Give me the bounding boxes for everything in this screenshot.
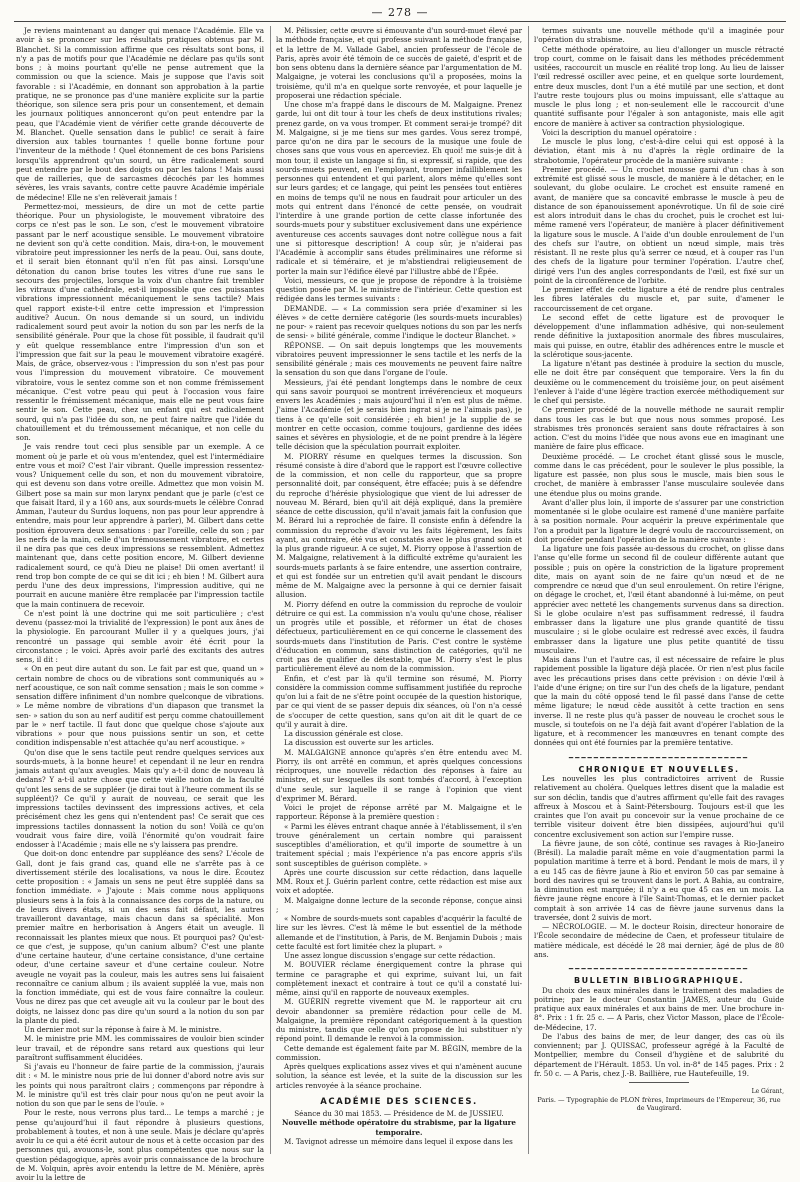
news-paragraph: Les nouvelles les plus contradictoires arrivent de Russie relativement au choléra. Quelques lettres disent que la maladie est sur son déclin, tandis que d'autres affirment qu'elle fait des ravages affreux à Moscou et à Saint-Pétersbourg. Toujours est-il que les craintes que l'on avait pu concevoir sur la venue prochaine de ce terrible visiteur doivent être bien dissipées, aujourd'hui qu'il concentre exclusivement son action sur l'empire russe. (534, 774, 784, 839)
paragraph: La ligature une fois passée au-dessous du crochet, on glisse dans l'anse qu'elle forme un second fil de couleur différente autant que possible ; puis on opère la constriction de la ligature proprement dite, mais on ayant soin de ne faire qu'un nœud et de ne comprendre ce nœud que d'un seul enroulement. On retire l'érigne, on dégage le crochet, et, l'œil étant abandonné à lui-même, on peut apprécier avec netteté les changements survenus dans sa direction. Si le globe oculaire n'est pas suffisamment redressé, il faudra embrasser dans la ligature une plus grande quantité de tissu musculaire ; si le globe oculaire est redressé avec excès, il faudra embrasser dans la ligature une plus petite quantité de tissu musculaire. (534, 544, 784, 655)
paragraph: Une assez longue discussion s'engage sur cette rédaction. (284, 951, 496, 960)
paragraph: « On en peut dire autant du son. Le fait par est que, quand un » certain nombre de chocs ou de vibrations sont communiqués au » nerf acoustique, ce son naît comme sensation ; mais le son comme » sensation diffère infiniment d'un nombre quelconque de vibrations. » Le même nombre de vibrations d'un diapason que transmet la sen- » sation du son au nerf auditif est perçu comme chatouillement par le » nerf tactile. Il faut donc que quelque chose s'ajoute aux vibrations » pour que nous puissions sentir un son, et cette condition indispensable n'est attachée qu'au nerf acoustique. » (16, 664, 264, 748)
paragraph: Si j'avais eu l'honneur de faire partie de la commission, j'aurais dit : « M. le ministre nous prie de lui donner d'abord notre avis sur les points qui nous paraîtront clairs ; commençons par répondre à M. le ministre qu'il est très clair pour nous qu'on ne peut avoir la notion du son que par le sens de l'ouïe. » (16, 1062, 264, 1108)
paragraph: Ce premier procédé de la nouvelle méthode ne saurait remplir dans tous les cas le but que nous nous sommes proposé. Les strabismes très prononcés seraient sans doute réfractaires à son action. C'est du moins l'idée que nous avons eue en imaginant une manière de faire plus efficace. (534, 405, 784, 452)
paragraph: Une chose m'a frappé dans le discours de M. Malgaigne. Prenez garde, lui ont dit tour à tour les chefs de deux institutions rivales; prenez garde, on va vous tromper. Et comment serai-je trompé? dit M. Malgaigne, si je me tiens sur mes gardes. Vous serez trompé, parce qu'on ne dira par le secours de la musique une foule de choses sans que vous vous en aperceviez. Eh quoi! me suis-je dit à mon tour, il existe un langage si fin, si expressif, si rapide, que des sourds-muets peuvent, en l'employant, tromper infailliblement les personnes qui entendent et qui parlent, alors même qu'elles sont sur leurs gardes; et ce langage, qui peint les pensées tout entières en moins de temps qu'il ne nous en faudrait pour articuler un des mots qui entrent dans l'énoncé de cette pensée, on voudrait l'interdire à une grande portion de cette classe infortunée des sourds-muets pour y substituer exclusivement dans une expérience aventureuse ces accents sauvages dont notre collègue nous a fait une si pittoresque description! A coup sûr, je n'aiderai pas l'Académie à accomplir sans études préliminaires une réforme si radicale et si téméraire, et je m'abstiendrai religieusement de porter la main sur l'édifice élevé par l'illustre abbé de l'Épée. (276, 100, 522, 276)
header-rule (14, 21, 786, 22)
paragraph: M. GUÉRIN regrette vivement que M. le rapporteur ait cru devoir abandonner sa première rédaction pour celle de M. Malgaigne, la première répondant catégoriquement à la question du ministre, tandis que celle qu'on propose de lui substituer n'y répond point. Il demande le renvoi à la commission. (276, 997, 522, 1044)
news-paragraph: — NÉCROLOGIE. — M. le docteur Roisin, directeur honoraire de l'École secondaire de médecine de Caen, et professeur titulaire de matière médicale, est décédé le 28 mai dernier, âgé de plus de 80 ans. (534, 922, 784, 959)
column-3 (534, 26, 784, 1154)
paragraph: La discussion est ouverte sur les articles. (284, 738, 434, 748)
paragraph: DEMANDE. — « La commission sera priée d'examiner si les élèves » de cette dernière catégorie (les sourds-muets incurables) ne pour- » raient pas recevoir quelques notions du son par les nerfs de sensi- » bilité générale, comme l'indique le docteur Blanchet. » (276, 303, 522, 341)
paragraph: Ce n'est point là une doctrine qui me soit particulière ; c'est devenu (passez-moi la trivialité de l'expression) le pont aux ânes de la physiologie. En parcourant Muller il y a quelques jours, j'ai rencontré un passage qui semble avoir été écrit pour la circonstance ; le voici. Après avoir parlé des excitants des autres sens, il dit : (16, 608, 264, 664)
paragraph: Premier procédé. — Un crochet mousse garni d'un chas à son extrémité est glissé sous le muscle, de manière à le détacher, en le soulevant, du globe oculaire. Le crochet est ensuite ramené en avant, de manière que sa concavité embrasse le muscle à peu de distance de son épanouissement aponévrotique. Un fil de soie ciré est alors introduit dans le chas du crochet, puis le crochet est lui-même ramené vers l'opérateur, de manière à placer définitivement la ligature sous le muscle. A l'aide d'un double enroulement de l'un des chefs sur l'autre, on obtient un nœud simple, mais très résistant. Il ne reste plus qu'à serrer ce nœud, et à couper ras l'un des chefs de la ligature pour terminer l'opération. L'autre chef, dirigé vers l'un des angles correspondants de l'œil, est fixé sur un point de la circonférence de l'orbite. (534, 164, 784, 285)
paragraph: M. Pélissier, cette œuvre si émouvante d'un sourd-muet élevé par la méthode française, et qui professe suivant la méthode française, et la lettre de M. Vallade Gabel, ancien professeur de l'école de Paris, après avoir été témoin de ce succès de gaieté, d'esprit et de bon sens obtenu dans la dernière séance par l'argumentation de M. Malgaigne, je voterai les conclusions qu'il a proposées, moins la troisième, qu'il m'a en quelque sorte renvoyée, et pour laquelle je proposerai une rédaction spéciale. (276, 26, 522, 100)
paragraph: Je reviens maintenant au danger qui menace l'Académie. Elle va avoir à se prononcer sur les résultats pratiques obtenus par M. Blanchet. Si la commission affirme que ces résultats sont bons, il n'y a pas de motifs pour que l'Académie ne déclare pas qu'ils sont bons ; à moins pourtant qu'elle ne pense autrement que la commission ou que la science. Mais je suppose que l'avis soit favorable : si l'Académie, en donnant son approbation à la partie pratique, ne se prononce pas d'une manière explicite sur la partie théorique, son silence sera pris pour un consentement, et demain les journaux politiques annonceront qu'on peut entendre par la peau, que l'Académie vient de vérifier cette grande découverte de M. Blanchet. Quelle sensation dans le public! ce serait à faire diversion aux tables tournantes ! quelle bonne fortune pour l'inventeur de la méthode ! Quel étonnement de ces bons Parisiens lorsqu'ils apprendront qu'un sourd, un être radicalement sourd peut entendre par le bout des doigts ou par les talons ! Mais aussi que de railleries, que de sarcasmes décochés par les hommes sévères, les vrais savants, contre cette pauvre Académie impériale de médecine! Elle ne s'en relèverait jamais ! (16, 26, 264, 202)
paragraph: Enfin, et c'est par là qu'il termine son résumé, M. Piorry considère la commission comme suffisamment justifiée du reproche qu'on lui a fait de ne s'être point occupée de la question historique, par ce qui vient de se passer depuis dix séances, où l'on n'a cessé de s'occuper de cette question, sans qu'on ait dit le quart de ce qu'il y aurait à dire. (276, 673, 522, 729)
column-2 (276, 26, 522, 1154)
paragraph: Cette méthode opératoire, au lieu d'allonger un muscle rétracté trop court, comme on le faisait dans les méthodes précédemment usitées, raccourcit un muscle en réalité trop long. Au lieu de laisser l'œil redressé osciller avec peine, et en quelque sorte lourdement, entre deux muscles, dont l'un a été mutilé par une section, et dont l'autre reste toujours plus ou moins impuissant, elle s'attaque au muscle le plus long ; et non-seulement elle le raccourcit d'une quantité suffisante pour l'égaler à son antagoniste, mais elle agit encore de manière à activer sa contraction physiologique. (534, 44, 784, 128)
column-divider (270, 26, 271, 1154)
paragraph: M. PIORRY résume en quelques termes la discussion. Son résumé consiste à dire d'abord que le rapport est l'œuvre collective de la commission, et non celle du rapporteur, que sa propre personnalité doit, par conséquent, être effacée; puis à se défendre du reproche d'hérésie physiologique que vient de lui adresser de nouveau M. Bérard, bien qu'il ait déjà expliqué, dans la première séance de cette discussion, qu'il n'avait jamais fait la confusion que M. Bérard lui a reprochée de faire. Il consiste enfin à défendre la commission du reproche d'avoir vu les faits légèrement, les faits ayant, au contraire, été vus et constatés avec le plus grand soin et la plus grande rigueur. A ce sujet, M. Piorry oppose à l'assertion de M. Malgaigne, relativement à la difficulté extrême qu'auraient les sourds-muets parlants à se faire entendre, une assertion contraire, et qui est fondée sur un entretien qu'il avait pendant le discours même de M. Malgaigne avec la personne à qui ce dernier faisait allusion. (276, 451, 522, 600)
paragraph: Deuxième procédé. — Le crochet étant glissé sous le muscle, comme dans le cas précédent, pour le soulever le plus possible, la ligature est passée, non plus sous le muscle, mais bien sous le crochet, de manière à embrasser l'anse musculaire soulevée dans une étendue plus ou moins grande. (534, 451, 784, 498)
bibliography-entry: Du choix des eaux minérales dans le traitement des maladies de poitrine; par le docteur Constantin JAMES, auteur du Guide pratique aux eaux minérales et aux bains de mer. Une brochure in-8°. Prix : 1 fr. 25 c. — A Paris, chez Victor Masson, place de l'École-de-Médecine, 17. (534, 985, 784, 1032)
paragraph: Voici, messieurs, ce que je propose de répondre à la troisième question posée par M. le ministre de l'intérieur. Cette question est rédigée dans les termes suivants : (276, 275, 522, 304)
printer-imprint: Paris. — Typographie de PLON frères, Imprimeurs de l'Empereur, 36, rue de Vaugirard. (537, 1096, 781, 1113)
paragraph: M. le ministre prie MM. les commissaires de vouloir bien scinder leur travail, et de répondre sans retard aux questions qui leur paraîtront suffisamment élucidées. (16, 1034, 264, 1062)
paragraph: M. MALGAIGNE annonce qu'après s'en être entendu avec M. Piorry, ils ont arrêté en commun, et après quelques concessions réciproques, une nouvelle rédaction des réponses à faire au ministre, et sur lesquelles ils sont tombés d'accord, à l'exception d'une seule, sur laquelle il se range à l'opinion que vient d'exprimer M. Bérard. (276, 747, 522, 803)
paragraph: Après quelques explications assez vives et qui n'amènent aucune solution, la séance est levée, et la suite de la discussion sur les articles renvoyée à la séance prochaine. (276, 1062, 522, 1090)
paragraph: termes suivants une nouvelle méthode qu'il a imaginée pour l'opération du strabisme. (534, 26, 784, 45)
bibliography-entry: De l'abus des bains de mer, de leur danger, des cas où ils conviennent; par J. QUISSAC, professeur agrégé à la Faculté de Montpellier, membre du Conseil d'hygiène et de salubrité du département de l'Hérault. 1853. Un vol. in-8° de 145 pages. Prix : 2 fr. 50 c. — A Paris, chez J.-B. Baillière, rue Hautefeuille, 19. (534, 1031, 784, 1078)
academy-session-date: Séance du 30 mai 1853. — Présidence de M. de JUSSIEU. (294, 1109, 504, 1118)
paragraph: Je vais rendre tout ceci plus sensible par un exemple. A ce moment où je parle et où vous m'entendez, quel est l'intermédiaire entre vous et moi? C'est l'air vibrant. Quelle impression ressentez-vous? Uniquement celle du son, et non du mouvement vibratoire, qui est devenu son dans votre oreille. Admettez que mon voisin M. Gilbert pose sa main sur mon larynx pendant que je parle (c'est ce que faisait Itard, il y a 160 ans, aux sourds-muets le célèbre Conrad Amman, l'auteur du Surdus loquens, non pas pour leur apprendre à entendre, mais pour leur apprendre à parler), M. Gilbert dans cette position éprouvera deux sensations : par l'oreille, celle du son ; par les nerfs de la main, celle d'un trémoussement vibratoire, et certes il ne dira pas que ces deux impressions se ressemblent. Admettez maintenant que, dans cette position encore, M. Gilbert devienne radicalement sourd, ce qu'à Dieu ne plaise! Dii omen avertant! il rend trop bon compte de ce qui se dit ici ; eh bien ! M. Gilbert aura perdu l'une des deux impressions, l'impression auditive, qui ne pourrait en aucune manière être remplacée par l'impression tactile que la main continuera de recevoir. (16, 442, 264, 609)
paragraph: Cette demande est également faite par M. BÉGIN, membre de la commission. (276, 1043, 522, 1062)
section-ornament: ━━━━━━━━━━━━━━━━━━━━━━━━━━━━━ (568, 753, 750, 762)
paragraph: M. Piorry défend en outre la commission du reproche de vouloir détruire ce qui est. La commission n'a voulu qu'une chose, réaliser un progrès utile et possible, et réformer un état de choses défectueux, particulièrement en ce qui concerne le classement des sourds-muets dans l'institution de Paris. C'est contre le système d'éducation en commun, sans distinction de catégories, qu'il ne croit pas de qualifier de détestable, que M. Piorry s'est le plus particulièrement élevé au nom de la commission. (276, 599, 522, 674)
paragraph: Le second effet de cette ligature est de provoquer le développement d'une inflammation adhésive, qui non-seulement rende définitive la juxtaposition anormale des fibres musculaires, mais qui puisse, en outre, établir des adhérences entre le muscle et la sclérotique sous-jacente. (534, 312, 784, 359)
manager-signature: Le Gérant, (751, 1088, 784, 1095)
column-1 (16, 26, 264, 1182)
paragraph: Qu'on dise que le sens tactile peut rendre quelques services aux sourds-muets, à la bonne heure! et cependant il ne leur en rendra jamais autant qu'aux aveugles. Mais qu'y a-t-il donc de nouveau là dedans? Y a-t-il autre chose que cette vieille notion de la faculté qu'ont les sens de se suppléer (je dirai tout à l'heure comment ils se suppléent)? Ce qu'il y aurait de nouveau, ce serait que les impressions tactiles devinssent des impressions actives, et cela précisément chez les gens qui n'entendent pas! Ce serait que ces impressions tactiles donnassent la notion du son! Voilà ce qu'on voudrait vous faire dire, voilà l'énormité qu'on voudrait faire endosser à l'Académie ; mais elle ne s'y laissera pas prendre. (16, 747, 264, 849)
paragraph: Un dernier mot sur la réponse à faire à M. le ministre. (24, 1025, 222, 1034)
footer-rule (629, 1082, 689, 1083)
academy-title: ACADÉMIE DES SCIENCES. (320, 1096, 478, 1107)
paragraph: Que doit-on donc entendre par suppléance des sens? L'école de Gall, dont je fais grand cas, quand elle ne s'arrête pas à ce divertissement stérile des localisations, va nous le dire. Écoutez cette proposition : « Jamais un sens ne peut être suppléé dans sa fonction immédiate. » J'ajoute : Mais comme nous appliquons plusieurs sens à la fois à la connaissance des corps de la nature, ou de leurs divers états, si un des sens fait défaut, les autres travailleront davantage, mais chacun dans sa spécialité. Mon premier maître en herborisation à Angers était un aveugle. Il reconnaissait les plantes mieux que nous. Et pourquoi pas? Qu'est-ce que c'est, je suppose, qu'un canium album? C'est une plante d'une certaine hauteur, d'une certaine consistance, d'une certaine odeur, d'une certaine saveur et d'une certaine couleur. Notre aveugle ne voyait pas la couleur, mais les autres sens lui faisaient reconnaître ce canium album ; ils avaient suppléé la vue, mais non la fonction immédiate, qui est de vous faire connaître la couleur. Vous ne direz pas que cet aveugle ait vu la couleur par le bout des doigts, ne laissez donc pas dire qu'un sourd a la notion du son par la plante du pied. (16, 849, 264, 1025)
paragraph: M. BOUVIER réclame énergiquement contre la phrase qui termine ce paragraphe et qui exprime, suivant lui, un fait complètement inexact et contraire à tout ce qu'il a constaté lui-même, ainsi qu'il en rapporte de nouveaux exemples. (276, 960, 522, 997)
chronicle-title: CHRONIQUE ET NOUVELLES. (578, 764, 740, 774)
paragraph: Avant d'aller plus loin, il importe de s'assurer par une constriction momentanée si le globe oculaire est ramené d'une manière parfaite à sa position normale. Pour acquérir la preuve expérimentale que l'on a produit par la ligature le degré voulu de raccourcissement, on doit procéder pendant l'opération de la manière suivante : (534, 497, 784, 544)
paragraph: RÉPONSE. — On sait depuis longtemps que les mouvements vibratoires peuvent impressionner le sens tactile et les nerfs de la sensibilité générale ; mais ces mouvements ne peuvent faire naître la sensation du son que dans l'organe de l'ouïe. (276, 340, 522, 378)
paragraph: Voici le projet de réponse arrêté par M. Malgaigne et le rapporteur. Réponse à la première question : (276, 803, 522, 822)
column-divider (528, 26, 529, 1154)
paragraph: Après une courte discussion sur cette rédaction, dans laquelle MM. Roux et J. Guérin parlent contre, cette rédaction est mise aux voix et adoptée. (276, 867, 522, 896)
bulletin-title: BULLETIN BIBLIOGRAPHIQUE. (574, 976, 744, 986)
page-number: — 278 — (371, 6, 429, 19)
academy-heading: Nouvelle méthode opératoire du strabisme, par la ligature temporaire. (282, 1118, 516, 1137)
paragraph: Le premier effet de cette ligature a été de rendre plus centrales les fibres latérales du muscle et, par suite, d'amener le raccourcissement de cet organe. (534, 285, 784, 313)
academy-text: M. Tavignot adresse un mémoire dans lequel il expose dans les (284, 1136, 513, 1146)
paragraph: Pour le reste, nous verrons plus tard... Le temps a marché ; je pense qu'aujourd'hui il faut répondre à plusieurs questions, probablement à toutes, et non à une seule. Mais je déclare qu'après avoir lu ce qui a été écrit autour de nous et à cette occasion par des personnes qui, avouons-le, sont plus compétentes que nous sur la question pédagogique, après avoir pris connaissance de la brochure de M. Volquin, après avoir entendu la lettre de M. Ménière, après avoir lu la lettre de (16, 1108, 264, 1182)
paragraph: « Nombre de sourds-muets sont capables d'acquérir la faculté de lire sur les lèvres. C'est là même le but essentiel de la méthode allemande et de l'institution, à Paris, de M. Benjamin Dubois ; mais cette faculté est fort limitée chez la plupart. » (276, 914, 522, 951)
paragraph: La ligature n'étant pas destinée à produire la section du muscle, elle ne doit être par conséquent que temporaire. Vers la fin du deuxième ou le commencement du troisième jour, on peut aisément l'enlever à l'aide d'une légère traction exercée méthodiquement sur le chef qui persiste. (534, 359, 784, 405)
paragraph: Messieurs, j'ai été pendant longtemps dans le nombre de ceux qui sans savoir pourquoi se montrent irrévérencieux et moqueurs envers les Académies ; mais aujourd'hui il n'en est plus de même. J'aime l'Académie (et je serais bien ingrat si je ne l'aimais pas), je tiens à ce qu'elle soit considérée ; eh bien! je la supplie de se montrer en cette occasion, comme toujours, gardienne des idées saines et sévères en physiologie, et de ne point prendre à la légère telle décision que la spéculation pourrait exploiter. (276, 377, 522, 452)
paragraph: Mais dans l'un et l'autre cas, il est nécessaire de refaire le plus rapidement possible la ligature déjà placée. Or rien n'est plus facile avec les précautions prises dans cette prévision : on dévie l'œil à l'aide d'une érigne; on tire sur l'un des chefs de la ligature, pendant que la main du côté opposé tend le fil passé dans l'anse de cette même ligature; le nœud cède aussitôt à cette traction en sens inverse. Il ne reste plus qu'à passer de nouveau le crochet sous le muscle, si toutefois on ne l'a déjà fait avant d'opérer l'ablation de la ligature, et à recommencer les manœuvres en tenant compte des données qui ont été fournies par la première tentative. (534, 655, 784, 748)
paragraph: La discussion générale est close. (284, 729, 404, 738)
paragraph: Permettez-moi, messieurs, de dire un mot de cette partie théorique. Pour un physiologiste, le mouvement vibratoire des corps ce n'est pas le son. Le son, c'est le mouvement vibratoire passant par le nerf acoustique sensible. Le mouvement vibratoire ne devient son qu'à cette condition. Mais, dira-t-on, le mouvement vibratoire peut impressionner les nerfs de la peau. Oui, sans doute, et il serait bien étonnant qu'il n'en fût pas ainsi. Lorsqu'une détonation du canon brise toutes les vitres d'une rue sans le secours des projectiles, lorsque la voix d'un chantre fait trembler les vitraux d'une cathédrale, est-il impossible que ces puissantes vibrations impressionnent mécaniquement le sens tactile? Mais quel rapport existe-t-il entre cette impression et l'impression auditive? Aucun. On nous demande si un sourd, un individu radicalement sourd peut avoir la notion du son par les nerfs de la sensibilité générale. Pour que la chose fût possible, il faudrait qu'il y eût quelque ressemblance entre l'impression d'un son et l'impression que fait sur la peau le mouvement vibratoire exagéré. Mais, de grâce, observez-vous : l'impression du son n'est pas pour vous l'impression du mouvement vibratoire. Ce mouvement vibratoire, vous le sentez comme son et non comme frémissement mécanique. C'est votre peau qui peut à l'occasion vous faire ressentir le frémissement mécanique, mais elle ne peut vous faire sentir le son. Cette peau, chez un enfant qui est radicalement sourd, qui n'a pas l'idée du son, ne peut faire naître que l'idée du chatouillement et du trémoussement mécanique, et non celle du son. (16, 201, 264, 442)
paragraph: M. Malgaigne donne lecture de la seconde réponse, conçue ainsi ; (276, 895, 522, 914)
section-ornament: ━━━━━━━━━━━━━━━━━━━━━━━━━━━━━ (568, 965, 750, 973)
paragraph: Voici la description du manuel opératoire : (542, 127, 697, 137)
news-paragraph: La fièvre jaune, de son côté, continue ses ravages à Rio-Janeiro (Brésil). La maladie paraît même en voie d'augmentation parmi la population maritime à terre et à bord. Pendant le mois de mars, il y a eu 145 cas de fièvre jaune à Rio et environ 50 cas par semaine à bord des navires qui se trouvent dans le port. A Bahia, au contraire, la diminution est marquée; il n'y a eu que 45 cas en un mois. La fièvre jaune règne encore à l'île Saint-Thomas, et le dernier packet comptait à son arrivée 14 cas de fièvre jaune survenus dans la traversée, dont 2 suivis de mort. (534, 838, 784, 922)
paragraph: « Parmi les élèves entrant chaque année à l'établissement, il s'en trouve généralement un certain nombre qui paraissent susceptibles d'amélioration, et qu'il importe de soumettre à un traitement spécial ; mais l'expérience n'a pas encore appris s'ils sont susceptibles de guérison complète. » (276, 821, 522, 868)
paragraph: Le muscle le plus long, c'est-à-dire celui qui est opposé à la déviation, étant mis à nu d'après la règle ordinaire de la strabotomie, l'opérateur procède de la manière suivante : (534, 137, 784, 165)
